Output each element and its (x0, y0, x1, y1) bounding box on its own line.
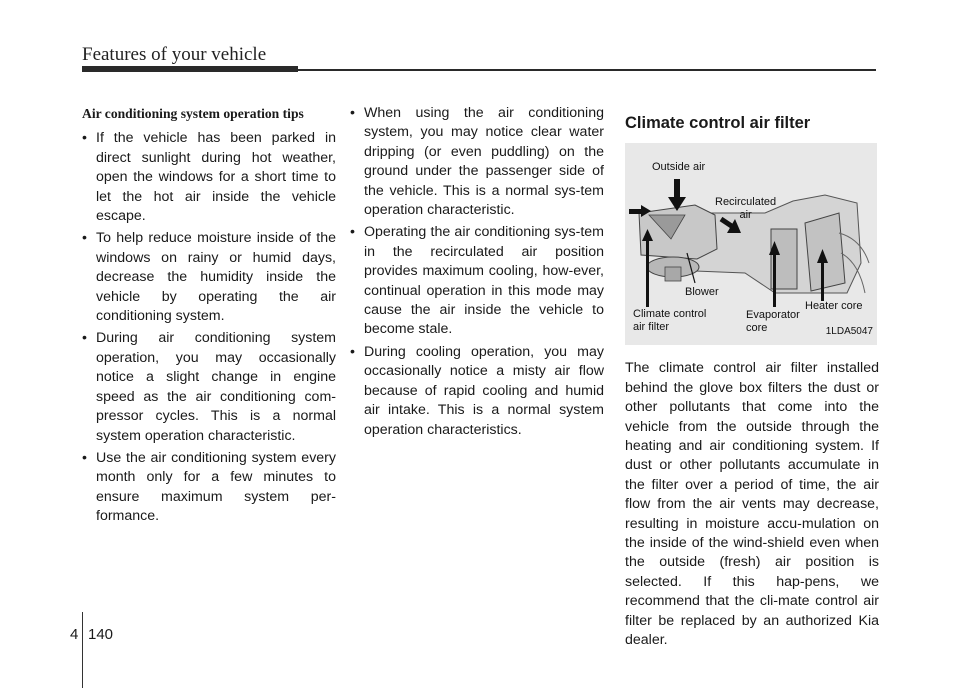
label-climate-control-filter: Climate control air filter (633, 308, 707, 334)
label-outside-air: Outside air (652, 161, 706, 174)
page-number: 140 (88, 626, 114, 643)
section-heading: Climate control air filter (625, 114, 811, 132)
ac-tips-list (82, 129, 336, 526)
list-item: • When using the air conditioning system, you may notice clear water dripping (or even puddling) on the ground under the passenger side of the vehicle. This is a normal sys-tem operation characteristic. (350, 104, 604, 220)
list-item: • Operating the air conditioning sys-tem in the recirculated air position provides maximum cooling, how-ever, continual operation in this mode may cause the air inside the vehicle to become stale. (350, 223, 604, 339)
list-item: • If the vehicle has been parked in direct sunlight during hot weather, open the windows for a short time to let the hot air inside the vehicle escape. (82, 129, 336, 226)
ac-notes-list (350, 104, 604, 440)
air-filter-paragraph: The climate control air filter installed behind the glove box filters the dust or other pollutants that come into the vehicle from the outside through the heating and air conditioning system. If dust or other pollutants accumulate in the filter over a period of time, the air flow from the air vents may decrease, resulting in moisture accu-mulation on the inside of the wind-shield even when the outside (fresh) air position is selected. If this hap-pens, we recommend that the cli-mate control air filter be replaced by an authorized Kia dealer. (625, 360, 879, 649)
list-item: • During cooling operation, you may occasionally notice a misty air flow because of rapid cooling and humid air intake. This is a normal system operation characteristics. (350, 343, 604, 440)
list-item: • To help reduce moisture inside of the windows on rainy or humid days, decrease the humidity inside the vehicle by operating the air conditioning system. (82, 229, 336, 326)
list-item: • During air conditioning system operation, you may occasionally notice a slight change in engine speed as the air conditioning com-pressor cycles. This is a normal system operation characteristic. (82, 329, 336, 445)
chapter-number: 4 (70, 626, 79, 643)
footer-separator (82, 612, 83, 688)
list-item: • Use the air conditioning system every month only for a few minutes to ensure maximum system per-formance. (82, 449, 336, 527)
middle-column (350, 104, 604, 443)
ac-tips-heading: Air conditioning system operation tips (82, 106, 304, 121)
label-heater-core: Heater core (805, 300, 863, 313)
label-blower: Blower (685, 286, 719, 299)
right-column (625, 108, 879, 651)
label-recirculated-air: Recirculated air (715, 196, 777, 222)
left-column (82, 104, 336, 530)
label-evaporator-core: Evaporator core (746, 309, 800, 335)
header-rule-thin (298, 69, 876, 71)
header-title: Features of your vehicle (82, 44, 267, 65)
header-rule-thick (82, 66, 298, 72)
air-filter-diagram (625, 143, 877, 345)
figure-code: 1LDA5047 (825, 326, 873, 337)
